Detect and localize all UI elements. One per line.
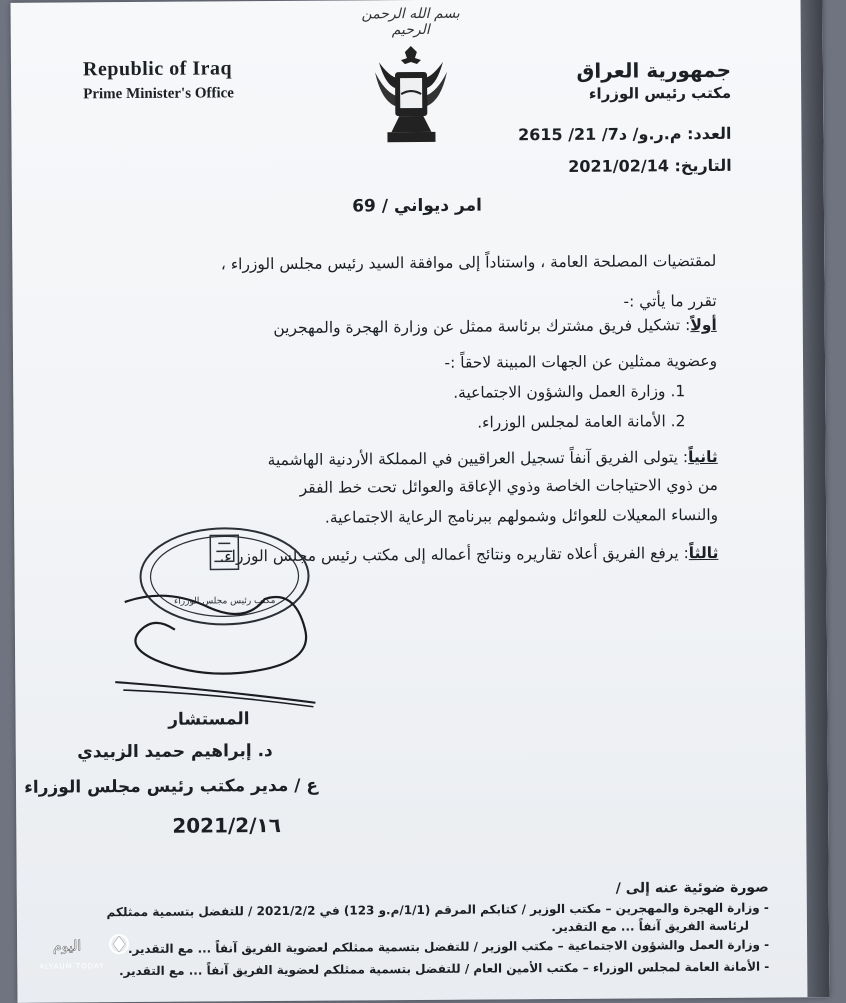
clause-first-label: أولاً xyxy=(690,315,717,335)
clause-third-text: : يرفع الفريق أعلاه تقاريره ونتائج أعماله إلى مكتب رئيس مجلس الوزراء. xyxy=(219,544,689,566)
clause-first xyxy=(77,316,717,338)
signatory-role: ع / مدير مكتب رئيس مجلس الوزراء xyxy=(24,775,319,798)
copy-line-2: - وزارة العمل والشؤون الاجتماعية – مكتب الوزير / للتفضل بتسمية ممثلكم لعضوية الفريق آنفاً ... مع التقدير. xyxy=(127,937,770,957)
watermark-text: ALYAUM TODAY xyxy=(39,962,105,971)
clause-second-cont1: من ذوي الاحتياجات الخاصة وذوي الإعاقة والعوائل تحت خط الفقر xyxy=(299,475,718,497)
clause-third-label: ثالثاً xyxy=(688,543,719,563)
decision-text: تقرر ما يأتي :- xyxy=(623,291,717,311)
header-en-office: Prime Minister's Office xyxy=(83,85,234,103)
copy-line-3: - الأمانة العامة لمجلس الوزراء – مكتب الأمين العام / للتفضل بتسمية ممثلكم لعضوية الفريق آنفاً ... مع التقدير. xyxy=(119,959,770,979)
copy-line-1: - وزارة الهجرة والمهجرين – مكتب الوزير / كتابكم المرقم (1/1/م.و 123) في 2021/2/2 / للتفضل بتسمية ممثلكم xyxy=(106,900,769,920)
clause-second-text: : يتولى الفريق آنفاً تسجيل العراقيين في المملكة الأردنية الهاشمية xyxy=(267,448,689,470)
reference-number: العدد: م.ر.و/ د7/ 21/ 2615 xyxy=(517,123,732,145)
clause-second-label: ثانياً xyxy=(688,447,718,467)
signatory-title: المستشار xyxy=(168,709,250,730)
document-page xyxy=(11,0,830,1003)
clause-first-cont: وعضوية ممثلين عن الجهات المبينة لاحقاً :- xyxy=(444,351,718,372)
clause-second-cont2: والنساء المعيلات للعوائل وشمولهم ببرنامج الرعاية الاجتماعية. xyxy=(324,505,719,527)
document-date: التاريخ: 2021/02/14 xyxy=(568,155,732,176)
list-item-2: 2. الأمانة العامة لمجلس الوزراء. xyxy=(477,412,686,432)
header-ar-office: مكتب رئيس الوزراء xyxy=(588,83,732,103)
basmala: بسم الله الرحمن الرحيم xyxy=(361,5,460,39)
page-edge-shadow xyxy=(801,0,830,997)
iraq-eagle-emblem-icon xyxy=(371,42,452,147)
stamp-text: مكتب رئيس مجلس الوزراء xyxy=(173,596,276,607)
list-item-1: 1. وزارة العمل والشؤون الاجتماعية. xyxy=(453,382,686,402)
signatory-name: د. إبراهيم حميد الزبيدي xyxy=(77,741,273,763)
svg-text:اليوم: اليوم xyxy=(52,938,82,955)
header-en-country: Republic of Iraq xyxy=(82,57,233,81)
header-ar-country: جمهورية العراق xyxy=(576,57,732,83)
signature-date: 2021/2/١٦ xyxy=(172,812,281,838)
copies-heading: صورة ضوئية عنه إلى / xyxy=(615,879,769,897)
clause-first-text: : تشكيل فريق مشترك برئاسة ممثل عن وزارة الهجرة والمهجرين xyxy=(273,316,691,338)
handwritten-signature-icon xyxy=(105,581,326,713)
intro-text: لمقتضيات المصلحة العامة ، واستناداً إلى موافقة السيد رئيس مجلس الوزراء ، xyxy=(220,251,717,274)
clause-second xyxy=(78,448,718,470)
copy-line-1-cont: لرئاسة الفريق آنفاً ... مع التقدير. xyxy=(551,918,750,935)
order-title: امر ديواني / 69 xyxy=(352,195,483,217)
